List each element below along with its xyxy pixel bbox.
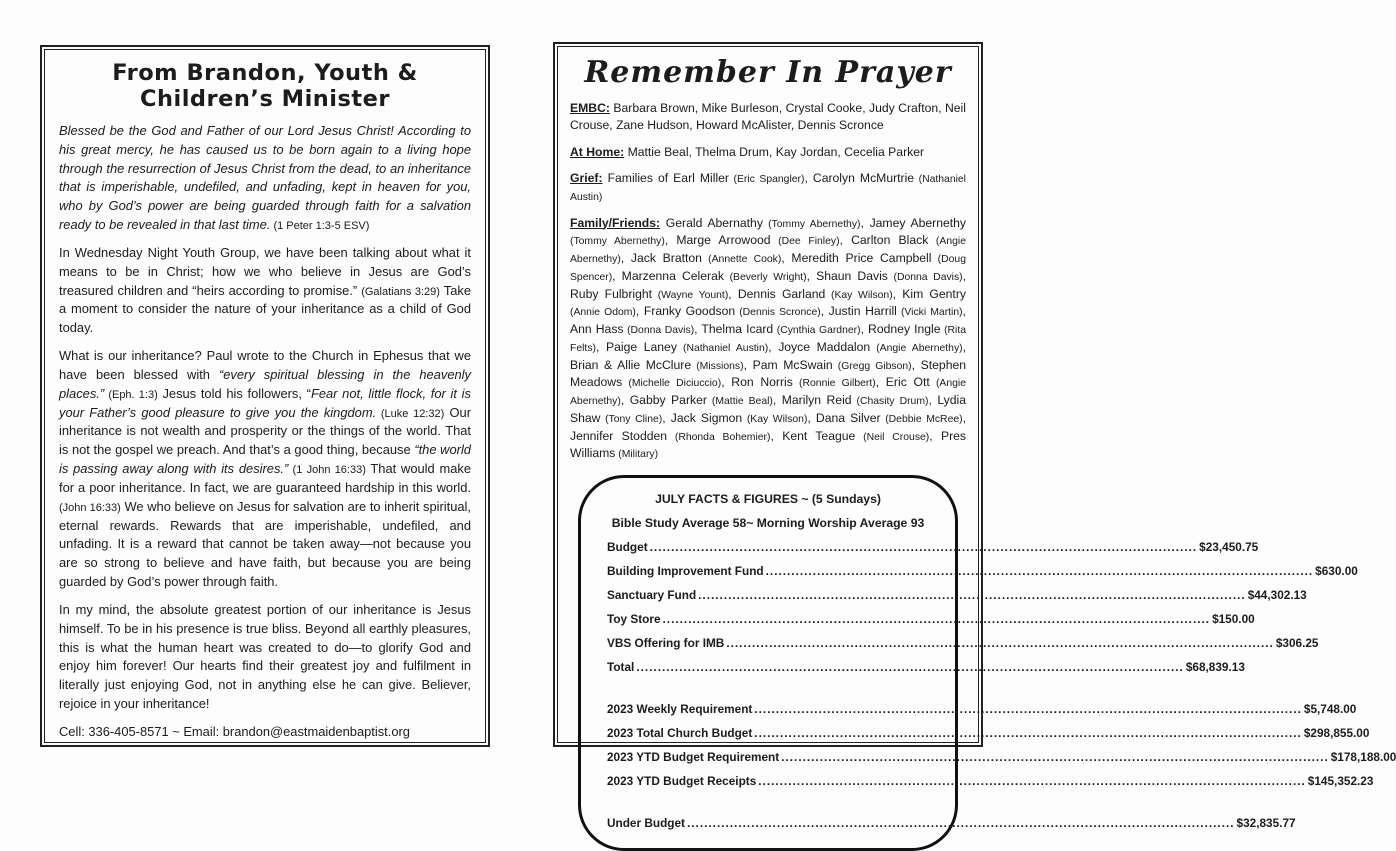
fact-row <box>607 702 1357 717</box>
entry-separator: , <box>688 144 696 159</box>
prayer-contact: (Angie Abernethy) <box>870 342 963 354</box>
facts-figures-box <box>578 475 1396 851</box>
prayer-name: Cecelia Parker <box>844 144 925 159</box>
fact-label: Toy Store <box>607 612 661 627</box>
fact-value: $306.25 <box>1275 636 1319 651</box>
prayer-section-grief <box>570 170 966 206</box>
left-page-title: From Brandon, Youth & Children’s Minister <box>112 60 418 112</box>
prayer-name: Mattie Beal <box>627 144 689 159</box>
fact-value: $44,302.13 <box>1247 588 1307 603</box>
entry-separator: , <box>612 268 622 283</box>
entry-separator: , <box>862 101 869 115</box>
entry-separator: , <box>620 251 631 266</box>
fact-value: $68,839.13 <box>1185 660 1245 675</box>
prayer-section-entries <box>624 145 924 159</box>
prayer-name: Dennis Scronce <box>797 118 884 133</box>
prayer-contact: (Neil Crouse) <box>855 431 930 443</box>
fact-label: 2023 Total Church Budget <box>607 726 753 741</box>
fact-row <box>607 816 1296 831</box>
entry-separator: , <box>664 233 677 248</box>
entry-separator: , <box>694 101 702 115</box>
fact-value: $145,352.23 <box>1307 774 1374 789</box>
entry-separator: , <box>790 118 798 133</box>
prayer-contact: (Rita Felts) <box>570 325 967 354</box>
fact-row <box>607 750 1396 765</box>
fact-value: $178,188.00 <box>1330 750 1396 765</box>
prayer-name: Ron Norris <box>731 375 793 390</box>
fact-value: $298,855.00 <box>1303 726 1370 741</box>
prayer-contact: (Dee Finley) <box>770 236 840 248</box>
facts-rows <box>607 540 1396 831</box>
entry-separator: , <box>770 428 783 443</box>
prayer-name: Shaun Davis <box>816 268 888 283</box>
entry-separator: , <box>804 170 813 185</box>
text-run: Jesus told his followers, “ <box>157 385 311 401</box>
dotted-leader <box>766 564 1314 578</box>
entry-separator: , <box>892 286 903 301</box>
dotted-leader <box>754 726 1302 740</box>
prayer-contact: (Kay Wilson) <box>742 413 808 425</box>
entry-separator: , <box>694 322 702 337</box>
prayer-contact: (Mattie Beal) <box>706 396 773 408</box>
prayer-contact: (Chasity Drum) <box>851 396 929 408</box>
prayer-contact: (Angie Abernethy) <box>570 378 966 408</box>
prayer-name: Jamey Abernethy <box>869 215 967 230</box>
prayer-contact: (Tommy Abernethy) <box>570 236 665 248</box>
entry-separator: , <box>875 375 886 390</box>
text-run: Blessed be the God and Father of our Lord Jesus Christ! According to his great mercy, he has caused us to be born again to a living hope through the resurrection of Jesus Christ from the dead, to an inheritance that is imperishable, undefiled, and unfading, kept in heaven for you, who by God’s power are being guarded through faith for a salvation ready to be revealed in that last time. <box>59 123 471 233</box>
contact-line: Cell: 336-405-8571 ~ Email: brandon@eastmaidenbaptist.org <box>59 723 410 739</box>
prayer-section-entries <box>570 216 966 461</box>
letter-paragraph <box>59 122 471 235</box>
facts-subtitle: Bible Study Average 58~ Morning Worship Average 93 <box>611 516 925 531</box>
entry-separator: , <box>743 357 753 372</box>
prayer-name: Pam McSwain <box>752 357 833 372</box>
dotted-leader <box>754 702 1302 716</box>
letter-paragraph <box>59 601 471 714</box>
prayer-section-family-friends <box>570 215 966 464</box>
prayer-name: Dennis Garland <box>737 286 826 301</box>
fact-label: Budget <box>607 540 648 555</box>
prayer-section-label: Grief: <box>570 170 603 185</box>
prayer-contact: (Ronnie Gilbert) <box>792 378 876 390</box>
fact-row <box>607 612 1255 627</box>
minister-letter <box>59 122 471 742</box>
fact-row <box>607 564 1358 579</box>
fact-row <box>607 660 1245 675</box>
prayer-name: Thelma Drum <box>695 144 769 159</box>
prayer-name: Carlton Black <box>851 233 929 248</box>
prayer-name: Neil Crouse <box>570 101 966 133</box>
prayer-name: Pres Williams <box>570 428 967 461</box>
fact-value: $630.00 <box>1315 564 1358 579</box>
prayer-contact: (Missions) <box>691 360 744 372</box>
text-run: We who believe on Jesus for salvation are to inherit spiritual, eternal rewards. Rewards that are imperishable, undefiled, and unfading. It is a reward that cannot be taken away—not because you are so strong to believe and have faith, but because you are being guarded by God’s power through faith. <box>59 498 472 590</box>
prayer-contact: (Gregg Gibson) <box>832 360 912 372</box>
prayer-name: Dana Silver <box>815 410 881 425</box>
entry-separator: , <box>839 233 852 248</box>
prayer-name: Kent Teague <box>782 428 856 443</box>
fact-value: $150.00 <box>1212 612 1255 627</box>
entry-separator: , <box>768 144 776 159</box>
dotted-leader <box>758 774 1306 788</box>
dotted-leader <box>650 540 1198 554</box>
prayer-contact: (Nathaniel Austin) <box>570 173 966 203</box>
prayer-contact: (Wayne Yount) <box>652 289 729 301</box>
prayer-name: Ruby Fulbright <box>570 286 653 301</box>
fact-value: $23,450.75 <box>1199 540 1259 555</box>
right-page-title: Remember In Prayer <box>584 55 952 90</box>
entry-separator: , <box>820 304 829 319</box>
prayer-section-entries <box>570 171 966 203</box>
entry-separator: , <box>929 428 941 443</box>
text-run: “the world is passing away along with its desires.” <box>59 442 471 477</box>
entry-separator: , <box>806 268 817 283</box>
entry-separator: , <box>781 251 792 266</box>
entry-separator: , <box>962 304 966 319</box>
prayer-list <box>570 100 966 463</box>
dotted-leader <box>698 588 1246 602</box>
fact-label: Sanctuary Fund <box>607 588 697 603</box>
text-run: In my mind, the absolute greatest portion of our inheritance is Jesus himself. To be in his presence is true bliss. Beyond all earthly pleasures, this is what the human heart was created to do—to glorify God and enjoy him forever! Our hearts find their greatest joy and fulfilment in literally just enjoying God, not in anything else he can give. Believer, rejoice in your inheritance! <box>59 601 471 712</box>
entry-separator: , <box>911 357 921 372</box>
dotted-leader <box>781 750 1329 764</box>
fact-row <box>607 588 1307 603</box>
fact-label: Total <box>607 660 635 675</box>
fact-label: 2023 YTD Budget Requirement <box>607 750 780 765</box>
entry-separator: , <box>837 144 845 159</box>
left-page <box>40 45 490 747</box>
entry-separator: , <box>609 118 617 133</box>
prayer-section-label: At Home: <box>570 144 625 159</box>
entry-separator: , <box>938 101 945 115</box>
prayer-name: Stephen Meadows <box>570 357 967 390</box>
prayer-section-label: EMBC: <box>570 101 610 115</box>
entry-separator: , <box>620 393 630 408</box>
prayer-name: Judy Crafton <box>869 101 939 115</box>
prayer-name: Marge Arrowood <box>676 233 771 248</box>
prayer-name: Kay Jordan <box>775 144 838 159</box>
prayer-name: Paige Laney <box>605 339 677 354</box>
prayer-name: Eric Ott <box>885 375 930 390</box>
facts-title: JULY FACTS & FIGURES ~ (5 Sundays) <box>655 492 881 507</box>
fact-label: Building Improvement Fund <box>607 564 764 579</box>
text-run: (Galatians 3:29) <box>361 285 440 298</box>
prayer-contact: (Donna Davis) <box>623 325 695 337</box>
prayer-name: Kim Gentry <box>902 286 966 301</box>
prayer-name: Franky Goodson <box>643 304 736 319</box>
prayer-name: Ann Hass <box>570 322 624 337</box>
fact-label: 2023 YTD Budget Receipts <box>607 774 757 789</box>
entry-separator: , <box>962 410 966 425</box>
text-run: “every spiritual blessing in the heavenly places.” <box>59 366 471 401</box>
letter-paragraph <box>59 244 471 338</box>
entry-separator: , <box>689 118 697 133</box>
prayer-name: Marzenna Celerak <box>621 268 724 283</box>
prayer-name: Mike Burleson <box>701 101 779 115</box>
text-run: In Wednesday Night Youth Group, we have been talking about what it means to be in Christ; how we who believe in Jesus are God’s treasured children and “heirs according to promise.” <box>59 244 471 298</box>
prayer-name: Meredith Price Campbell <box>791 251 932 266</box>
prayer-name: Jack Sigmon <box>670 410 743 425</box>
entry-separator: , <box>772 393 782 408</box>
prayer-contact: (Cynthia Gardner) <box>773 325 861 337</box>
dotted-leader <box>687 816 1235 830</box>
left-page-border <box>40 45 490 747</box>
prayer-name: Thelma Icard <box>701 322 774 337</box>
prayer-contact: (Rhonda Bohemier) <box>667 431 771 443</box>
left-page-content <box>44 49 486 743</box>
prayer-contact: (Military) <box>615 449 659 461</box>
letter-paragraph <box>59 347 471 592</box>
fact-value: $32,835.77 <box>1236 816 1296 831</box>
fact-row <box>607 636 1319 651</box>
prayer-contact: (Doug Spencer) <box>570 254 966 283</box>
prayer-name: Gabby Parker <box>629 393 707 408</box>
prayer-name: Families of Earl Miller <box>607 170 729 185</box>
right-page-content <box>557 46 1396 831</box>
entry-separator: , <box>928 393 938 408</box>
prayer-contact: (Dennis Scronce) <box>735 307 821 319</box>
prayer-contact: (Debbie McRee) <box>880 413 963 425</box>
prayer-name: Joyce Maddalon <box>778 339 871 354</box>
prayer-name: Zane Hudson <box>616 118 690 133</box>
fact-row <box>607 540 1259 555</box>
entry-separator: , <box>768 339 779 354</box>
prayer-contact: (Donna Davis) <box>887 271 963 283</box>
right-page-border <box>553 42 1396 831</box>
prayer-name: Marilyn Reid <box>781 393 852 408</box>
prayer-contact: (Nathaniel Austin) <box>676 342 769 354</box>
prayer-contact: (Tony Cline) <box>600 413 663 425</box>
prayer-contact: (Angie Abernethy) <box>570 236 966 266</box>
text-run: What is our inheritance? Paul wrote to the Church in Ephesus that we have been blessed with <box>59 348 471 382</box>
text-run: (Eph. 1:3) <box>104 388 158 401</box>
text-run: (John 16:33) <box>59 501 121 514</box>
dotted-leader <box>636 660 1184 674</box>
fact-value: $5,748.00 <box>1303 702 1357 717</box>
fact-row <box>607 774 1374 789</box>
prayer-name: Brian & Allie McClure <box>570 357 692 372</box>
prayer-name: Carolyn McMurtrie <box>812 170 915 185</box>
text-run: Take a moment to consider the nature of your inheritance as a child of God today. <box>59 282 471 336</box>
prayer-name: Lydia Shaw <box>570 393 966 425</box>
entry-separator: , <box>962 268 967 283</box>
fact-row <box>607 726 1370 741</box>
prayer-contact: (Kay Wilson) <box>825 289 893 301</box>
entry-separator: , <box>635 304 644 319</box>
entry-separator: , <box>728 286 738 301</box>
prayer-name: Gerald Abernathy <box>665 215 763 230</box>
prayer-name: Barbara Brown <box>613 101 695 115</box>
fact-label: VBS Offering for IMB <box>607 636 725 651</box>
prayer-contact: (Tommy Abernethy) <box>762 218 861 230</box>
prayer-contact: (Michelle Diciuccio) <box>622 378 722 390</box>
entry-separator: , <box>807 410 816 425</box>
prayer-contact: (Vicki Martin) <box>896 307 963 319</box>
entry-separator: , <box>662 410 671 425</box>
dotted-leader <box>726 636 1274 650</box>
prayer-section-at-home <box>570 144 966 161</box>
prayer-contact: (Annette Cook) <box>701 254 782 266</box>
prayer-contact: (Annie Odom) <box>570 307 636 319</box>
entry-separator: , <box>962 339 966 354</box>
entry-separator: , <box>860 322 869 337</box>
text-run: Our inheritance is not wealth and prosperity or the things of the world. That is not the gospel we preach. And that’s a good thing, because <box>59 404 471 458</box>
entry-separator: , <box>860 215 870 230</box>
text-run: That would make for a poor inheritance. In fact, we are guaranteed hardship in this world. <box>59 461 471 495</box>
text-run: (Luke 12:32) <box>376 407 445 420</box>
fact-label: 2023 Weekly Requirement <box>607 702 753 717</box>
fact-label: Under Budget <box>607 816 685 831</box>
text-run: Fear not, little flock, for it is your Father’s good pleasure to give you the kingdom. <box>59 385 471 420</box>
prayer-name: Rodney Ingle <box>868 322 941 337</box>
entry-separator: , <box>595 339 606 354</box>
prayer-name: Jack Bratton <box>630 251 702 266</box>
prayer-name: Justin Harrill <box>828 304 897 319</box>
text-run: (1 Peter 1:3-5 ESV) <box>270 220 370 233</box>
prayer-section-label: Family/Friends: <box>570 215 661 230</box>
entry-separator: , <box>778 101 786 115</box>
prayer-contact: (Beverly Wright) <box>723 271 807 283</box>
prayer-name: Howard McAlister <box>696 118 791 133</box>
prayer-section-embc <box>570 100 966 135</box>
right-page <box>553 42 1396 831</box>
dotted-leader <box>663 612 1211 626</box>
entry-separator: , <box>721 375 732 390</box>
prayer-name: Jennifer Stodden <box>570 428 668 443</box>
prayer-section-entries <box>570 101 966 132</box>
prayer-contact: (Eric Spangler) <box>728 173 805 185</box>
text-run: (1 John 16:33) <box>288 464 366 477</box>
prayer-name: Crystal Cooke <box>785 101 863 115</box>
